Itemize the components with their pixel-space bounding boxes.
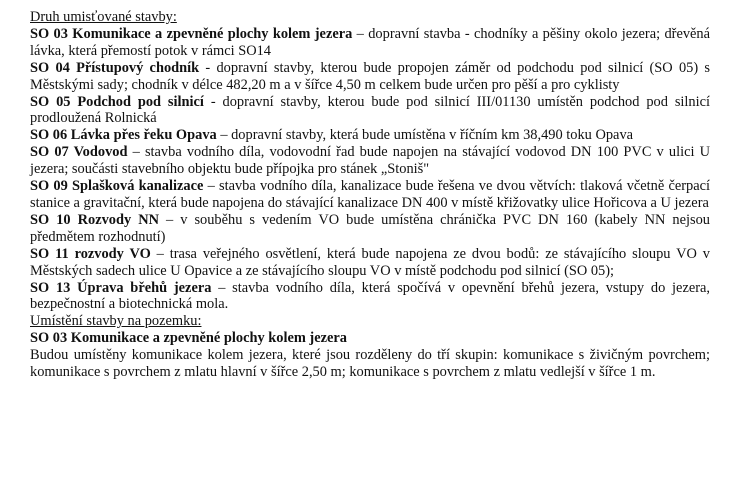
item-so07-title: SO 07 Vodovod bbox=[30, 144, 128, 161]
item-so03 bbox=[30, 26, 710, 60]
item-so11 bbox=[30, 246, 710, 280]
document-page bbox=[30, 9, 710, 381]
item-so06 bbox=[30, 127, 710, 144]
item-so13 bbox=[30, 280, 710, 314]
section-heading-placement: Umístění stavby na pozemku: bbox=[30, 313, 202, 330]
placement-paragraph: Budou umístěny komunikace kolem jezera, které jsou rozděleny do tří skupin: komunikace s živičným povrchem; komunikace s povrchem z mlatu hlavní v šířce 2,50 m; komunikace s povrchem z mlatu vedlejší v šířce 1 m. bbox=[30, 347, 710, 381]
item-so10-title: SO 10 Rozvody NN bbox=[30, 211, 159, 228]
placement-subheading: SO 03 Komunikace a zpevněné plochy kolem jezera bbox=[30, 330, 347, 347]
section-heading-building-type: Druh umisťované stavby: bbox=[30, 9, 177, 25]
item-so09-text: – stavba vodního díla, kanalizace bude řešena ve dvou větvích: tlaková včetně čerpací stanice a gravitační, která bude napojena do stávající kanalizace DN 400 v místě křižovatky ulice Hořicova a U jezera bbox=[30, 178, 710, 211]
item-so04-text: - dopravní stavby, kterou bude propojen záměr od podchodu pod silnicí (SO 05) s Městskými sady; chodník v délce 482,20 m a v šířce 4,50 m celkem bude určen pro pěší a pro cyklisty bbox=[30, 59, 711, 93]
item-so06-title: SO 06 Lávka přes řeku Opava bbox=[30, 127, 217, 144]
item-so09 bbox=[30, 178, 710, 212]
item-so05-text: - dopravní stavby, kterou bude pod silnicí III/01130 umístěn podchod pod silnicí prodloužená Rolnická bbox=[30, 93, 710, 127]
item-so07-text: – stavba vodního díla, vodovodní řad bude napojen na stávající vodovod DN 100 PVC v ulici U jezera; součásti stavebního objektu bude přípojka pro stánek „Stoniš" bbox=[30, 144, 710, 178]
item-so06-text: – dopravní stavby, která bude umístěna v říčním km 38,490 toku Opava bbox=[216, 127, 634, 144]
item-so05-title: SO 05 Podchod pod silnicí bbox=[30, 93, 204, 110]
item-so11-title: SO 11 rozvody VO bbox=[30, 245, 151, 262]
item-so09-title: SO 09 Splašková kanalizace bbox=[30, 178, 204, 195]
item-so07 bbox=[30, 144, 710, 178]
item-so11-text: – trasa veřejného osvětlení, která bude napojena ze dvou bodů: ze stávajícího sloupu VO v Městských sadech ulice U Opavice a ze stávajícího sloupu VO v místě podchodu pod silnicí (SO 05); bbox=[30, 245, 710, 279]
item-so13-title: SO 13 Úprava břehů jezera bbox=[30, 279, 212, 296]
item-so03-text: – dopravní stavba - chodníky a pěšiny okolo jezera; dřevěná lávka, která přemostí potok v rámci SO14 bbox=[30, 25, 710, 59]
item-so03-title: SO 03 Komunikace a zpevněné plochy kolem jezera bbox=[30, 25, 353, 42]
item-so10-text: – v souběhu s vedením VO bude umístěna chránička PVC DN 160 (kabely NN nejsou předmětem rozhodnutí) bbox=[30, 211, 710, 245]
item-so04-title: SO 04 Přístupový chodník bbox=[30, 59, 200, 76]
item-so13-text: – stavba vodního díla, která spočívá v opevnění břehů jezera, vstupy do jezera, bezpečnostní a biotechnická mola. bbox=[30, 279, 710, 313]
item-so10 bbox=[30, 212, 710, 246]
item-so04 bbox=[30, 60, 710, 94]
item-so05 bbox=[30, 94, 710, 128]
